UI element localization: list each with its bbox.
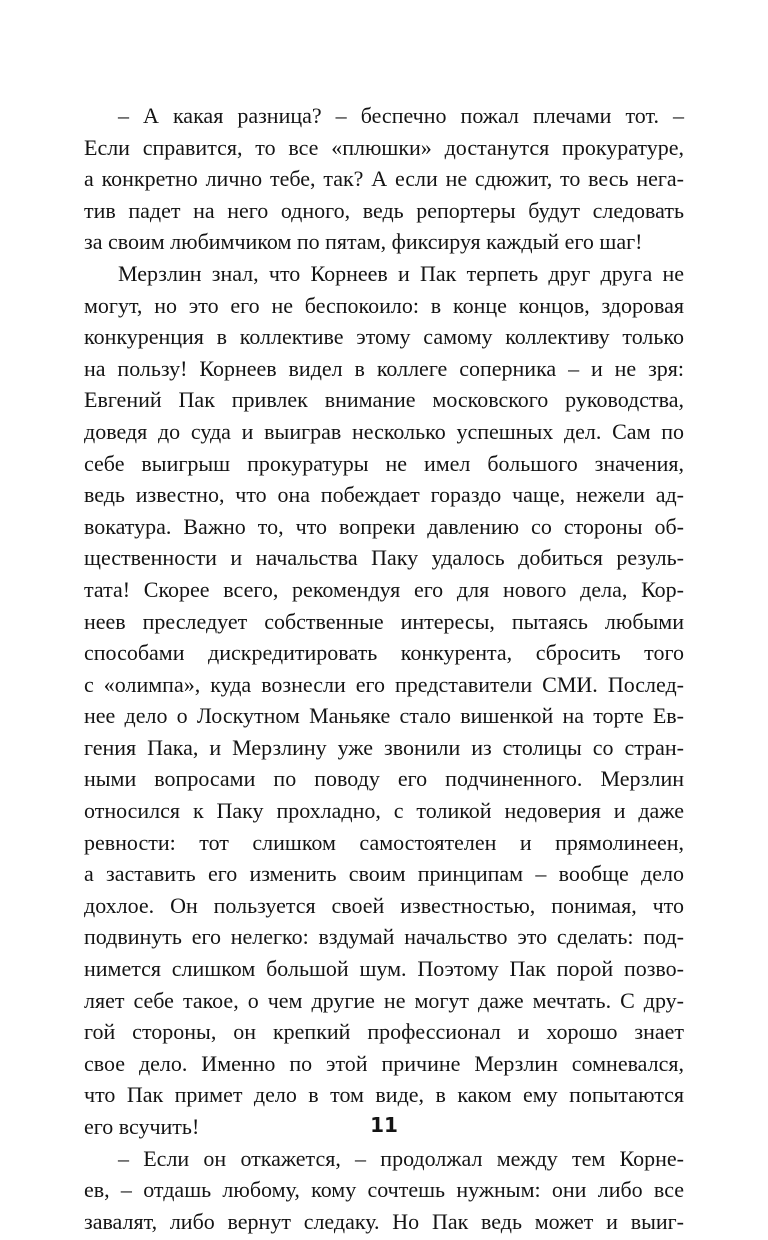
text-line: неев преследует собственные интересы, пытаясь любыми: [84, 608, 684, 634]
text-line: конкуренция в коллективе этому самому коллективу только: [84, 324, 684, 350]
text-line: гой стороны, он крепкий профессионал и хорошо знает: [84, 1019, 684, 1045]
page-number: 11: [370, 1113, 398, 1137]
text-line: могут, но это его не беспокоило: в конце концов, здоровая: [84, 292, 684, 318]
text-line: доведя до суда и выиграв несколько успешных дел. Сам по: [84, 418, 684, 444]
text-line: а заставить его изменить своим принципам – вообще дело: [84, 861, 684, 887]
text-line: подвинуть его нелегко: вздумай начальство это сделать: под-: [84, 924, 684, 950]
text-line: вокатура. Важно то, что вопреки давлению со стороны об-: [84, 513, 684, 539]
text-line: – А какая разница? – беспечно пожал плечами тот. –: [118, 103, 684, 128]
text-line: с «олимпа», куда вознесли его представители СМИ. Послед-: [84, 671, 684, 697]
text-line: щественности и начальства Паку удалось добиться резуль-: [84, 545, 684, 571]
text-line: гения Пака, и Мерзлину уже звонили из столицы со стран-: [84, 734, 684, 760]
text-line: Мерзлин знал, что Корнеев и Пак терпеть друг друга не: [118, 260, 684, 286]
text-line: что Пак примет дело в том виде, в каком ему попытаются: [84, 1082, 684, 1108]
text-line: ными вопросами по поводу его подчиненного. Мерзлин: [84, 766, 684, 792]
text-line: завалят, либо вернут следаку. Но Пак ведь может и выиг-: [84, 1208, 684, 1234]
text-line: – Если он откажется, – продолжал между тем Корне-: [118, 1145, 684, 1171]
text-line: его всучить!: [84, 1114, 200, 1139]
text-line: ревности: тот слишком самостоятелен и прямолинеен,: [84, 829, 684, 855]
text-line: свое дело. Именно по этой причине Мерзлин сомневался,: [84, 1050, 684, 1076]
text-line: Евгений Пак привлек внимание московского руководства,: [84, 387, 684, 413]
text-line: тив падет на него одного, ведь репортеры будут следовать: [84, 197, 684, 223]
text-line: Если справится, то все «плюшки» достанутся прокуратуре,: [84, 134, 684, 160]
text-line: дохлое. Он пользуется своей известностью, понимая, что: [84, 892, 684, 918]
text-line: ев, – отдашь любому, кому сочтешь нужным: они либо все: [84, 1177, 684, 1203]
body-text: [84, 100, 684, 1237]
text-line: ляет себе такое, о чем другие не могут даже мечтать. С дру-: [84, 987, 684, 1013]
text-line: нее дело о Лоскутном Маньяке стало вишенкой на торте Ев-: [84, 703, 684, 729]
text-line: себе выигрыш прокуратуры не имел большого значения,: [84, 450, 684, 476]
text-line: относился к Паку прохладно, с толикой недоверия и даже: [84, 798, 684, 824]
text-line: а конкретно лично тебе, так? А если не сдюжит, то весь нега-: [84, 166, 684, 192]
text-line: способами дискредитировать конкурента, сбросить того: [84, 640, 684, 666]
text-line: ведь известно, что она побеждает гораздо чаще, нежели ад-: [84, 482, 684, 508]
text-line: на пользу! Корнеев видел в коллеге соперника – и не зря:: [84, 355, 684, 381]
text-line: нимется слишком большой шум. Поэтому Пак порой позво-: [84, 956, 684, 982]
text-line: за своим любимчиком по пятам, фиксируя каждый его шаг!: [84, 229, 643, 255]
text-line: тата! Скорее всего, рекомендуя его для нового дела, Кор-: [84, 576, 684, 602]
